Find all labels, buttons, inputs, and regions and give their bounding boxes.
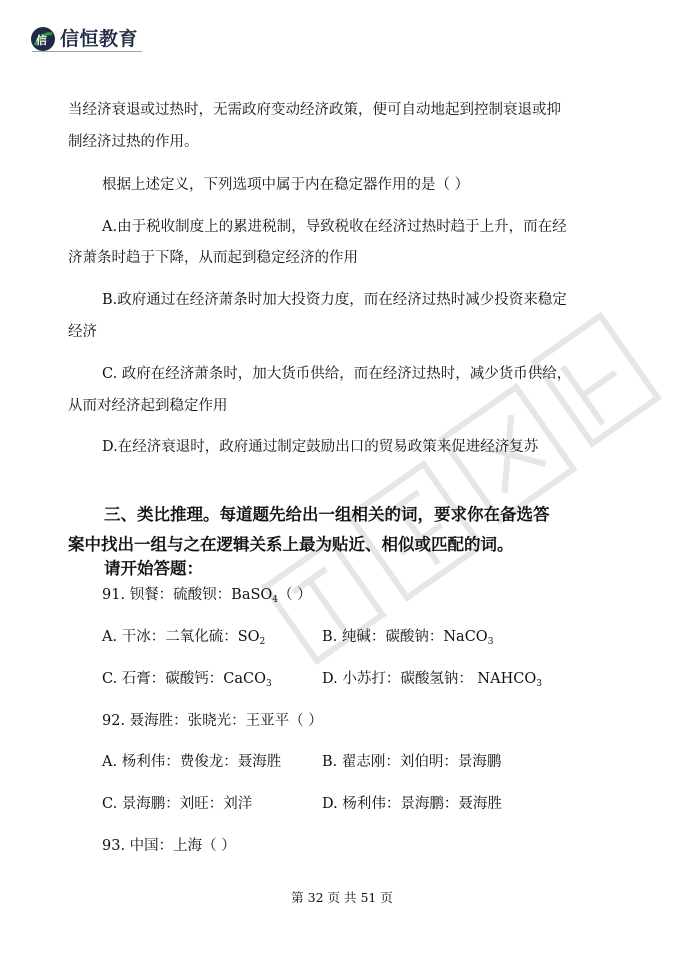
question-92-option-c: C. 景海鹏：刘旺：刘洋 [102, 796, 253, 812]
section-title: 案中找出一组与之在逻辑关系上最为贴近、相似或匹配的词。 [68, 535, 514, 554]
question-92-option-d: D. 杨利伟：景海鹏：聂海胜 [322, 796, 502, 812]
question-91-option-d: D. 小苏打：碳酸氢钠： $NAHCO_3$ [322, 671, 542, 689]
question-92-option-a: A. 杨利伟：费俊龙：聂海胜 [102, 754, 282, 770]
paragraph-line: 当经济衰退或过热时，无需政府变动经济政策，便可自动地起到控制衰退或抑 [68, 102, 561, 118]
question-91-option-b: B. 纯碱：碳酸钠：NaCO$_3$ [322, 629, 494, 647]
option-c-line: C. 政府在经济萧条时，加大货币供给，而在经济过热时，减少货币供给， [102, 366, 572, 382]
logo-mark-icon [30, 26, 56, 52]
question-93-stem: 93. 中国：上海（ ） [102, 838, 236, 854]
section-title: 三、类比推理。每道题先给出一组相关的词，要求你在备选答 [104, 505, 550, 524]
question-92-stem: 92. 聂海胜：张晓光：王亚平（ ） [102, 713, 323, 729]
option-c-line: 从而对经济起到稳定作用 [68, 398, 228, 414]
paragraph-line: 制经济过热的作用。 [68, 134, 199, 150]
question-91-stem: 91. 钡餐：硫酸钡：BaSO$_4$（ ） [102, 587, 312, 605]
question-91-option-c: C. 石膏：碳酸钙：CaCO$_3$ [102, 671, 272, 689]
logo-text: 信恒教育 [60, 27, 139, 50]
question-92-option-b: B. 翟志刚：刘伯明：景海鹏 [322, 754, 502, 770]
section-instruction: 请开始答题： [104, 559, 203, 578]
question-stem: 根据上述定义，下列选项中属于内在稳定器作用的是（ ） [102, 177, 470, 193]
option-b-line: B.政府通过在经济萧条时加大投资力度，而在经济过热时减少投资来稳定 [102, 292, 567, 308]
option-a-line: 济萧条时趋于下降，从而起到稳定经济的作用 [68, 250, 358, 266]
option-a-line: A.由于税收制度上的累进税制，导致税收在经济过热时趋于上升，而在经 [102, 219, 567, 235]
question-91-option-a: A. 干冰：二氧化硫：$SO_2$ [102, 629, 266, 647]
svg-text:信: 信 [36, 34, 47, 47]
page-footer: 第 32 页 共 51 页 [291, 890, 393, 905]
logo-underline [32, 50, 142, 53]
option-d-line: D.在经济衰退时，政府通过制定鼓励出口的贸易政策来促进经济复苏 [102, 439, 539, 455]
option-b-line: 经济 [68, 324, 97, 340]
brand-logo [30, 26, 138, 52]
